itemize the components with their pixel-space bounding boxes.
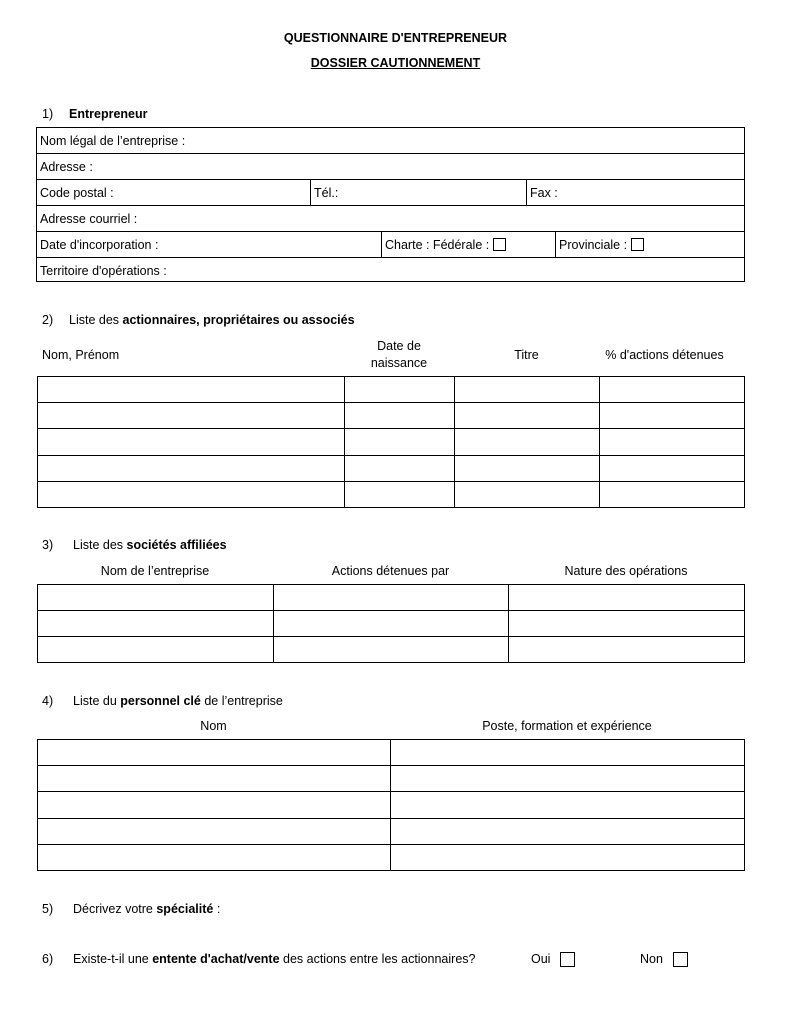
col-header-birthdate-line1: Date de bbox=[377, 339, 421, 353]
section-2-title-prefix: Liste des bbox=[69, 313, 123, 327]
section-3-number: 3) bbox=[42, 538, 54, 552]
table-cell[interactable] bbox=[38, 740, 391, 766]
postal-code-field[interactable]: Code postal : bbox=[40, 185, 114, 200]
section-6-title-suffix: des actions entre les actionnaires? bbox=[279, 952, 476, 966]
table-cell[interactable] bbox=[509, 585, 745, 611]
table-row bbox=[38, 403, 745, 429]
section-5-title-prefix: Décrivez votre bbox=[73, 902, 157, 916]
provincial-option bbox=[555, 232, 644, 257]
section-5-title-bold: spécialité bbox=[156, 902, 214, 916]
email-field[interactable]: Adresse courriel : bbox=[40, 211, 138, 226]
table-row bbox=[38, 766, 745, 792]
table-cell[interactable] bbox=[345, 377, 455, 403]
federal-checkbox[interactable] bbox=[493, 238, 506, 251]
section-5-number: 5) bbox=[42, 902, 54, 916]
no-option bbox=[640, 952, 688, 967]
table-row bbox=[38, 844, 745, 870]
table-cell[interactable] bbox=[345, 455, 455, 481]
table-cell[interactable] bbox=[345, 429, 455, 455]
legal-name-field[interactable]: Nom légal de l’entreprise : bbox=[40, 133, 186, 148]
section-3-title-prefix: Liste des bbox=[73, 538, 127, 552]
table-cell[interactable] bbox=[600, 429, 745, 455]
table-cell[interactable] bbox=[38, 455, 345, 481]
table-cell[interactable] bbox=[455, 481, 600, 507]
table-row bbox=[38, 637, 745, 663]
phone-field[interactable]: Tél.: bbox=[310, 180, 338, 205]
table-cell[interactable] bbox=[38, 818, 391, 844]
row-email bbox=[37, 206, 744, 232]
table-cell[interactable] bbox=[38, 792, 391, 818]
row-contact bbox=[37, 180, 744, 206]
no-label: Non bbox=[640, 952, 663, 966]
form-title: QUESTIONNAIRE D'ENTREPRENEUR bbox=[283, 31, 508, 45]
table-cell[interactable] bbox=[274, 585, 509, 611]
table-row bbox=[38, 429, 745, 455]
col-header-birthdate bbox=[344, 338, 454, 372]
table-cell[interactable] bbox=[600, 455, 745, 481]
table-cell[interactable] bbox=[345, 481, 455, 507]
table-row bbox=[38, 792, 745, 818]
table-cell[interactable] bbox=[391, 740, 745, 766]
table-cell[interactable] bbox=[391, 818, 745, 844]
section-6-number: 6) bbox=[42, 952, 54, 966]
table-cell[interactable] bbox=[38, 766, 391, 792]
section-5-heading bbox=[42, 902, 220, 916]
table-cell[interactable] bbox=[391, 844, 745, 870]
table-cell[interactable] bbox=[38, 637, 274, 663]
charter-federal-option bbox=[381, 232, 506, 257]
table-cell[interactable] bbox=[455, 403, 600, 429]
section-1-number: 1) bbox=[42, 107, 54, 121]
table-cell[interactable] bbox=[274, 637, 509, 663]
table-row bbox=[38, 481, 745, 507]
col-header-birthdate-line2: naissance bbox=[370, 356, 428, 370]
charter-federal-label: Charte : Fédérale : bbox=[385, 237, 490, 252]
territory-field[interactable]: Territoire d'opérations : bbox=[40, 263, 167, 278]
col-header-company-name: Nom de l’entreprise bbox=[100, 564, 210, 578]
table-cell[interactable] bbox=[455, 377, 600, 403]
section-4-heading bbox=[42, 694, 283, 708]
table-row bbox=[38, 818, 745, 844]
section-4-title-bold: personnel clé bbox=[120, 694, 201, 708]
section-4-title-prefix: Liste du bbox=[73, 694, 121, 708]
table-cell[interactable] bbox=[38, 403, 345, 429]
row-legal-name bbox=[37, 128, 744, 154]
table-cell[interactable] bbox=[509, 611, 745, 637]
table-cell[interactable] bbox=[38, 481, 345, 507]
section-3-title-bold: sociétés affiliées bbox=[126, 538, 227, 552]
row-incorporation bbox=[37, 232, 744, 258]
form-subtitle-text: DOSSIER CAUTIONNEMENT bbox=[310, 56, 481, 70]
row-address bbox=[37, 154, 744, 180]
yes-checkbox[interactable] bbox=[560, 952, 575, 967]
table-cell[interactable] bbox=[600, 403, 745, 429]
section-3-heading bbox=[42, 538, 227, 552]
col-header-operations-nature: Nature des opérations bbox=[564, 564, 688, 578]
col-header-position: Poste, formation et expérience bbox=[482, 719, 652, 733]
section-5-title-suffix: : bbox=[213, 902, 221, 916]
row-territory bbox=[37, 258, 744, 283]
table-row bbox=[38, 611, 745, 637]
table-cell[interactable] bbox=[38, 377, 345, 403]
section-1-title: Entrepreneur bbox=[69, 107, 148, 121]
affiliates-table bbox=[37, 584, 745, 663]
table-cell[interactable] bbox=[455, 429, 600, 455]
col-header-personnel-name: Nom bbox=[200, 719, 227, 733]
table-cell[interactable] bbox=[38, 585, 274, 611]
section-1-heading bbox=[42, 107, 148, 121]
section-6-title-bold: entente d'achat/vente bbox=[152, 952, 280, 966]
address-field[interactable]: Adresse : bbox=[40, 159, 93, 174]
fax-field[interactable]: Fax : bbox=[526, 180, 558, 205]
table-cell[interactable] bbox=[600, 377, 745, 403]
yes-option bbox=[531, 952, 575, 967]
table-cell[interactable] bbox=[345, 403, 455, 429]
key-personnel-table bbox=[37, 739, 745, 871]
table-cell[interactable] bbox=[600, 481, 745, 507]
section-4-number: 4) bbox=[42, 694, 54, 708]
table-cell[interactable] bbox=[38, 611, 274, 637]
section-4-title-suffix: de l’entreprise bbox=[200, 694, 283, 708]
table-row bbox=[38, 585, 745, 611]
provincial-checkbox[interactable] bbox=[631, 238, 644, 251]
section-2-title-bold: actionnaires, propriétaires ou associés bbox=[122, 313, 355, 327]
table-cell[interactable] bbox=[274, 611, 509, 637]
entrepreneur-info-table bbox=[36, 127, 745, 282]
shareholders-table bbox=[37, 376, 745, 508]
table-cell[interactable] bbox=[38, 844, 391, 870]
col-header-title: Titre bbox=[514, 348, 539, 362]
incorporation-date-field[interactable]: Date d'incorporation : bbox=[40, 237, 159, 252]
section-2-number: 2) bbox=[42, 313, 54, 327]
table-row bbox=[38, 377, 745, 403]
table-cell[interactable] bbox=[509, 637, 745, 663]
no-checkbox[interactable] bbox=[673, 952, 688, 967]
table-cell[interactable] bbox=[455, 455, 600, 481]
table-cell[interactable] bbox=[391, 766, 745, 792]
col-header-name: Nom, Prénom bbox=[42, 348, 120, 362]
table-row bbox=[38, 740, 745, 766]
col-header-shares-held-by: Actions détenues par bbox=[331, 564, 450, 578]
section-6-title-prefix: Existe-t-il une bbox=[73, 952, 153, 966]
table-row bbox=[38, 455, 745, 481]
table-cell[interactable] bbox=[38, 429, 345, 455]
col-header-shares: % d'actions détenues bbox=[605, 348, 724, 362]
provincial-label: Provinciale : bbox=[559, 237, 628, 252]
table-cell[interactable] bbox=[391, 792, 745, 818]
section-2-heading bbox=[42, 313, 355, 327]
yes-label: Oui bbox=[531, 952, 551, 966]
section-6-heading bbox=[42, 952, 475, 966]
form-subtitle bbox=[0, 56, 791, 70]
